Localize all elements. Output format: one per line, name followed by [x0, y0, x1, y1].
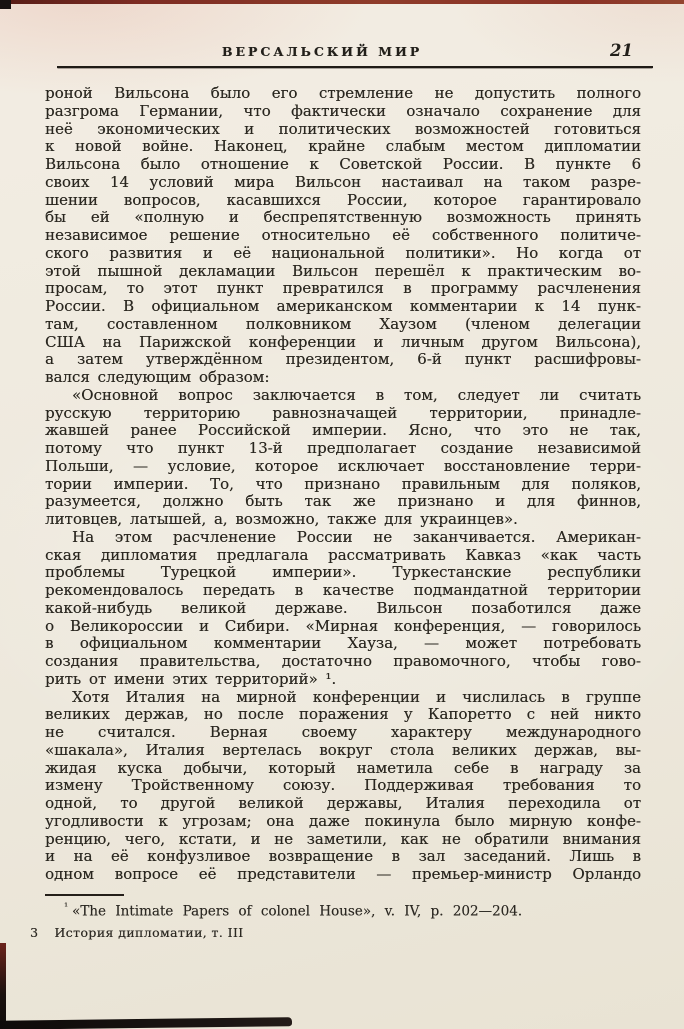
- body-line: одной, то другой великой державы, Италия переходила от: [45, 795, 641, 812]
- body-line: неё экономических и политических возможностей готовиться: [45, 120, 641, 138]
- footnote-marker: ¹: [64, 902, 69, 913]
- running-title: ВЕРСАЛЬСКИЙ МИР: [221, 44, 423, 59]
- body-line: ского развития и её национальной политики». Но когда от: [45, 244, 641, 262]
- body-line: и на её конфузливое возвращение в зал заседаний. Лишь в: [45, 848, 641, 866]
- signature-text: История дипломатии, т. III: [54, 925, 244, 940]
- body-line: жавшей ранее Российской империи. Ясно, что это не так,: [45, 422, 641, 440]
- body-line: рекомендовалось передать в качестве подмандатной территории: [45, 582, 641, 599]
- body-line: разумеется, должно быть так же признано и для финнов,: [45, 493, 641, 511]
- body-line: создания правительства, достаточно правомочного, чтобы гово-: [45, 653, 641, 670]
- body-line: потому что пункт 13-й предполагает создание независимой: [45, 440, 641, 457]
- body-line: проблемы Турецкой империи». Туркестанские республики: [45, 564, 641, 582]
- body-line-paragraph-start: «Основной вопрос заключается в том, следует ли считать: [72, 386, 641, 404]
- body-line: русскую территорию равнозначащей территории, принадле-: [45, 404, 641, 422]
- body-line: тории империи. То, что признано правильным для поляков,: [45, 475, 641, 493]
- body-line: просам, то этот пункт превратился в программу расчленения: [45, 280, 641, 298]
- body-line: литовцев, латышей, а, возможно, также для украинцев».: [45, 511, 518, 528]
- body-line: Польши, — условие, которое исключает восстановление терри-: [45, 457, 641, 475]
- footnote: [64, 902, 624, 920]
- footnote-separator-rule: [45, 894, 124, 896]
- body-text: [45, 85, 641, 884]
- body-line: бы ей «полную и беспрепятственную возможность принять: [45, 209, 641, 227]
- scan-bottom-edge: [0, 1017, 292, 1029]
- scan-left-edge: [0, 943, 6, 1029]
- body-line: а затем утверждённом президентом, 6-й пункт расшифровы-: [45, 351, 641, 369]
- body-line: своих 14 условий мира Вильсон настаивал на таком разре-: [45, 173, 641, 191]
- footnote-text: «The Intimate Papers of colonel House», v. IV, p. 202—204.: [72, 903, 523, 920]
- body-line: этой пышной декламации Вильсон перешёл к практическим во-: [45, 262, 641, 280]
- body-line: к новой войне. Наконец, крайне слабым местом дипломатии: [45, 138, 641, 156]
- page-number: 21: [610, 41, 633, 60]
- body-line: жидая куска добычи, который наметила себе в награду за: [45, 759, 641, 777]
- body-line: США на Парижской конференции и личным другом Вильсона),: [45, 333, 641, 351]
- signature-mark: 3: [30, 925, 39, 940]
- body-line: ская дипломатия предлагала рассматривать Кавказ «как часть: [45, 546, 641, 564]
- printer-signature-line: [30, 925, 244, 940]
- body-line: «шакала», Италия вертелась вокруг стола великих держав, вы-: [45, 741, 641, 759]
- header-rule: [57, 66, 653, 68]
- body-line: великих держав, но после поражения у Капоретто с ней никто: [45, 706, 641, 724]
- body-line: независимое решение относительно её собственного политиче-: [45, 227, 641, 244]
- body-line: там, составленном полковником Хаузом (членом делегации: [45, 315, 641, 333]
- body-line: не считался. Верная своему характеру международного: [45, 724, 641, 741]
- body-line: России. В официальном американском комментарии к 14 пунк-: [45, 298, 641, 315]
- body-line-paragraph-start: На этом расчленение России не заканчивается. Американ-: [72, 528, 641, 546]
- body-line: измену Тройственному союзу. Поддерживая требования то: [45, 777, 641, 795]
- body-line: вался следующим образом:: [45, 369, 270, 386]
- scan-top-left-corner: [0, 0, 11, 9]
- body-line: разгрома Германии, что фактически означало сохранение для: [45, 102, 641, 120]
- body-line: роной Вильсона было его стремление не допустить полного: [45, 85, 641, 102]
- body-line: о Великороссии и Сибири. «Мирная конференция, — говорилось: [45, 617, 641, 635]
- body-line: одном вопросе её представители — премьер-министр Орландо: [45, 866, 641, 883]
- body-line: угодливости к угрозам; она даже покинула было мирную конфе-: [45, 812, 641, 830]
- body-line: в официальном комментарии Хауза, — может потребовать: [45, 635, 641, 653]
- scan-top-edge: [0, 0, 684, 4]
- body-line: рить от имени этих территорий» ¹.: [45, 670, 337, 688]
- body-line: ренцию, чего, кстати, и не заметили, как не обратили внимания: [45, 830, 641, 848]
- body-line: шении вопросов, касавшихся России, которое гарантировало: [45, 191, 641, 209]
- body-line: Вильсона было отношение к Советской России. В пункте 6: [45, 156, 641, 173]
- body-line: какой-нибудь великой державе. Вильсон позаботился даже: [45, 599, 641, 617]
- body-line-paragraph-start: Хотя Италия на мирной конференции и числилась в группе: [72, 688, 641, 706]
